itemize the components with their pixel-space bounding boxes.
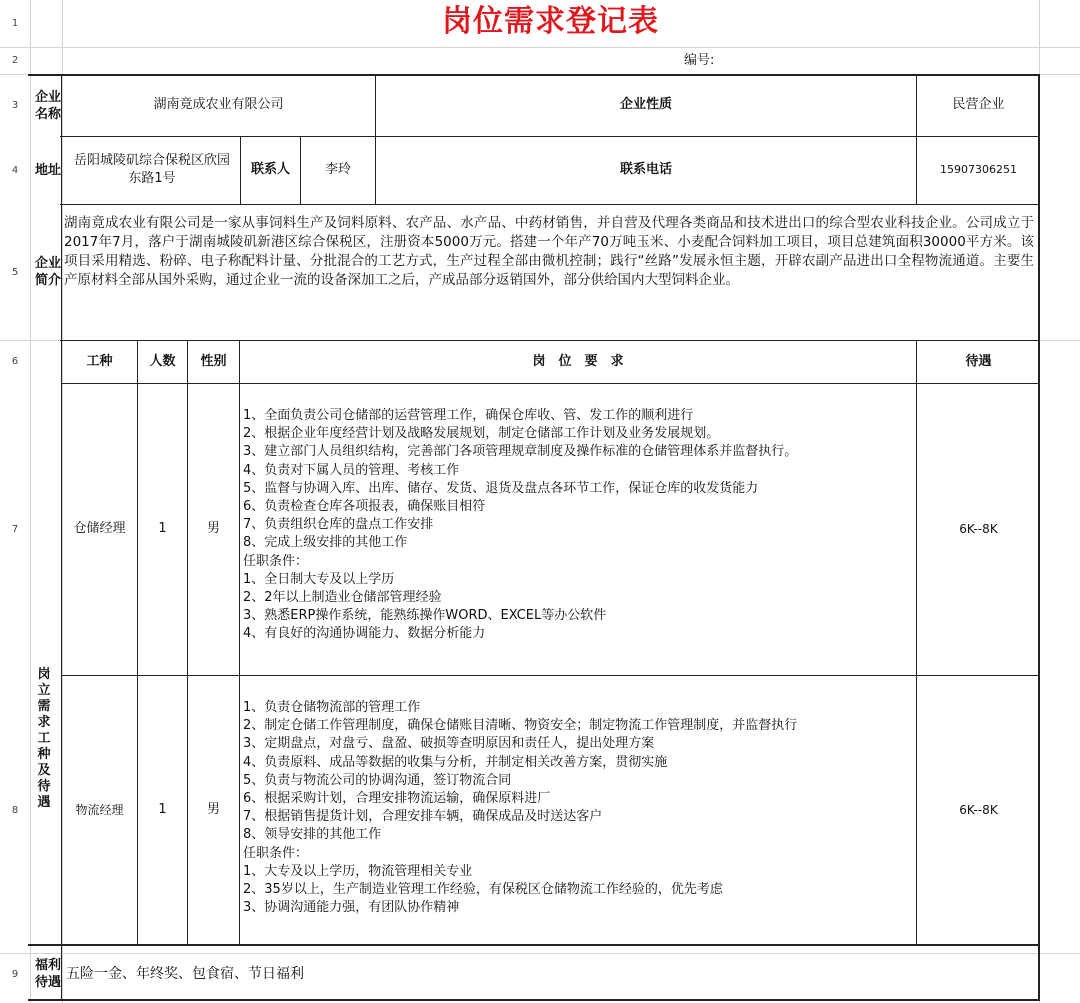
list-item: 7、根据销售提货计划，合理安排车辆，确保成品及时送达客户 bbox=[243, 809, 603, 825]
list-item: 3、熟悉ERP操作系统，能熟练操作WORD、EXCEL等办公软件 bbox=[243, 608, 607, 624]
position-1-requirements bbox=[243, 407, 913, 644]
list-item: 2、根据企业年度经营计划及战略发展规划，制定仓储部工作计划及业务发展规划。 bbox=[243, 426, 720, 442]
positions-section-label: 岗 立 需 求 工 种 及 待 遇 bbox=[37, 667, 51, 810]
header-requirements: 岗 位 要 求 bbox=[532, 353, 624, 369]
company-nature: 民营企业 bbox=[952, 97, 1005, 112]
list-item: 6、负责检查仓库各项报表，确保账目相符 bbox=[243, 499, 486, 515]
row-number-2: 2 bbox=[11, 55, 19, 66]
header-count: 人数 bbox=[149, 353, 176, 369]
header-job: 工种 bbox=[86, 353, 113, 369]
position-2-count: 1 bbox=[158, 802, 167, 817]
row-number-8: 8 bbox=[11, 804, 19, 816]
row-number-4: 4 bbox=[11, 164, 19, 176]
company-nature-label: 企业性质 bbox=[619, 97, 672, 112]
position-2-pay: 6K--8K bbox=[959, 803, 998, 817]
position-2-requirements bbox=[243, 699, 913, 917]
position-2-gender: 男 bbox=[206, 802, 220, 817]
list-item: 1、负责仓储物流部的管理工作 bbox=[243, 700, 421, 715]
list-item: 3、定期盘点，对盘亏、盘盈、破损等查明原因和责任人，提出处理方案 bbox=[243, 736, 655, 752]
list-item: 6、根据采购计划，合理安排物流运输，确保原料进厂 bbox=[243, 791, 551, 807]
list-item: 1、全日制大专及以上学历 bbox=[243, 571, 395, 587]
row-number-5: 5 bbox=[11, 266, 19, 278]
row-number-6: 6 bbox=[11, 356, 19, 367]
list-item: 2、制定仓储工作管理制度，确保仓储账目清晰、物资安全；制定物流工作管理制度，并监督执行 bbox=[243, 718, 798, 734]
company-intro: 湖南竟成农业有限公司是一家从事饲料生产及饲料原料、农产品、水产品、中药材销售，并自营及代理各类商品和技术进出口的综合型农业科技企业。公司成立于2017年7月，落户于湖南城陵矶新港区综合保税区，注册资本5000万元。搭建一个年产70万吨玉米、小麦配合饲料加工项目，项目总建筑面积30000平方米。该项目采用精选、粉碎、电子称配料计量、分批混合的工艺方式，生产过程全部由微机控制；践行“丝路”发展永恒主题，开辟农副产品进出口全程物流通道。主要生产原材料全部从国外采购，通过企业一流的设备深加工之后，产成品部分返销国外，部分供给国内大型饲料企业。 bbox=[64, 215, 1034, 288]
address-label: 地址 bbox=[34, 162, 61, 178]
list-item: 任职条件： bbox=[243, 845, 309, 861]
company-name: 湖南竟成农业有限公司 bbox=[153, 97, 284, 112]
list-item: 2、35岁以上，生产制造业管理工作经验，有保税区仓储物流工作经验的，优先考虑 bbox=[243, 882, 723, 898]
phone-number: 15907306251 bbox=[940, 163, 1017, 176]
benefits-label: 福利 待遇 bbox=[34, 958, 61, 990]
position-2-job: 物流经理 bbox=[75, 803, 124, 817]
list-item: 8、领导安排的其他工作 bbox=[243, 827, 382, 843]
list-item: 5、负责与物流公司的协调沟通，签订物流合同 bbox=[243, 772, 512, 788]
position-1-pay: 6K--8K bbox=[959, 522, 998, 536]
company-name-label: 企业 名称 bbox=[34, 90, 61, 122]
position-1-count: 1 bbox=[158, 521, 167, 536]
list-item: 4、有良好的沟通协调能力、数据分析能力 bbox=[243, 626, 486, 642]
list-item: 4、负责对下属人员的管理、考核工作 bbox=[243, 462, 460, 478]
list-item: 1、大专及以上学历，物流管理相关专业 bbox=[243, 863, 473, 879]
serial-number-label: 编号: bbox=[684, 53, 715, 68]
phone-label: 联系电话 bbox=[619, 162, 672, 177]
company-intro-label: 企业 简介 bbox=[34, 256, 61, 288]
row-number-3: 3 bbox=[11, 99, 19, 111]
list-item: 3、协调沟通能力强，有团队协作精神 bbox=[243, 900, 460, 916]
page-title: 岗位需求登记表 bbox=[442, 4, 659, 39]
list-item: 5、监督与协调入库、出库、储存、发货、退货及盘点各环节工作，保证仓库的收发货能力 bbox=[243, 480, 759, 496]
address: 岳阳城陵矶综合保税区欣园东路1号 bbox=[73, 153, 230, 186]
benefits: 五险一金、年终奖、包食宿、节日福利 bbox=[66, 966, 304, 982]
position-1-gender: 男 bbox=[206, 521, 220, 536]
list-item: 4、负责原料、成品等数据的收集与分析，并制定相关改善方案，贯彻实施 bbox=[243, 754, 668, 770]
list-item: 1、全面负责公司仓储部的运营管理工作，确保仓库收、管、发工作的顺利进行 bbox=[243, 408, 694, 423]
list-item: 8、完成上级安排的其他工作 bbox=[243, 535, 408, 551]
header-pay: 待遇 bbox=[965, 353, 992, 369]
list-item: 7、负责组织仓库的盘点工作安排 bbox=[243, 517, 434, 533]
position-1-job: 仓储经理 bbox=[73, 521, 126, 536]
list-item: 3、建立部门人员组织结构，完善部门各项管理规章制度及操作标准的仓储管理体系并监督执行。 bbox=[243, 444, 798, 460]
contact-name: 李玲 bbox=[324, 162, 351, 177]
row-number-7: 7 bbox=[11, 523, 19, 535]
header-gender: 性别 bbox=[200, 353, 227, 369]
list-item: 2、2年以上制造业仓储部管理经验 bbox=[243, 590, 442, 606]
row-number-1: 1 bbox=[11, 18, 19, 29]
list-item: 任职条件： bbox=[243, 553, 309, 569]
contact-label: 联系人 bbox=[250, 162, 290, 177]
row-number-9: 9 bbox=[11, 968, 19, 980]
